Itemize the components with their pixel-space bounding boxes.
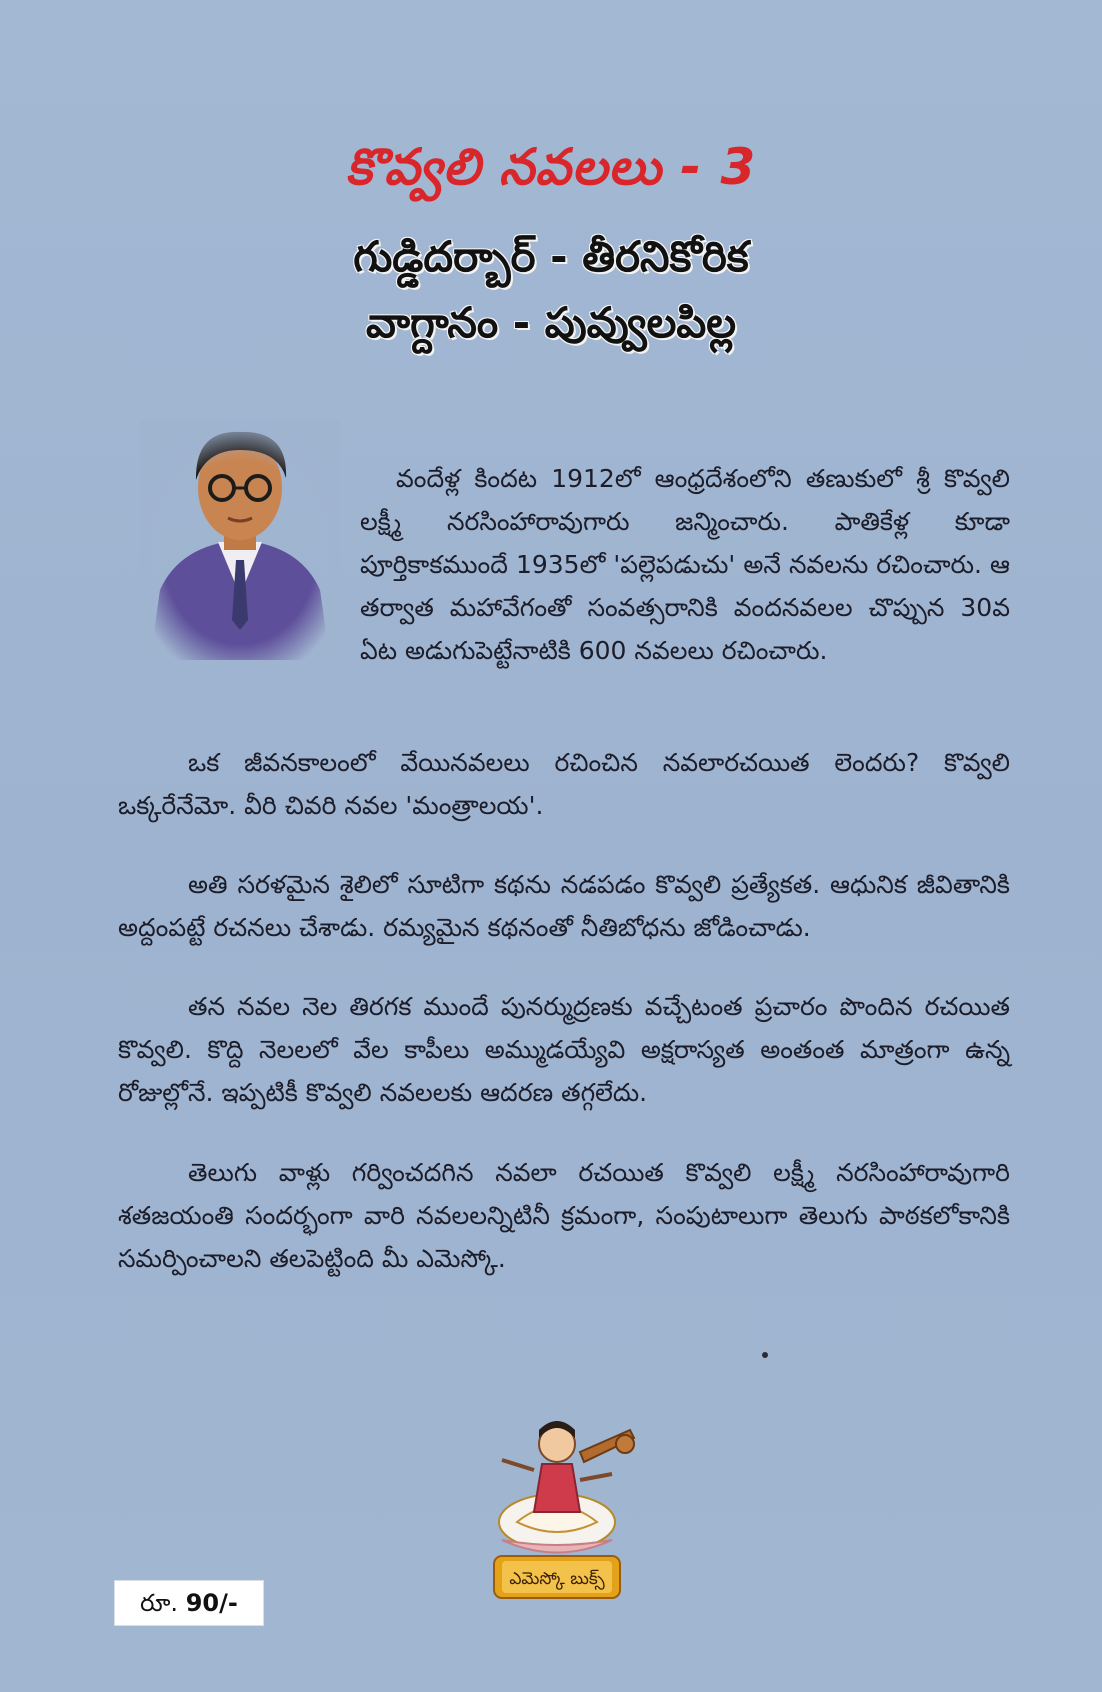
book-title-line-1: గుడ్డిదర్బార్ - తీరనికోరిక [353,232,749,281]
price-amount: 90/- [185,1589,238,1617]
print-speck [762,1352,768,1358]
author-portrait [140,420,340,660]
saraswati-logo-icon [462,1400,652,1605]
paragraph-4: తన నవల నెల తిరగక ముందే పునర్ముద్రణకు వచ్చేటంత ప్రచారం పొందిన రచయిత కొవ్వలి. కొద్ది నెలలలో వేల కాపీలు అమ్ముడయ్యేవి అక్షరాస్యత అంతంత మాత్రంగా ఉన్న రోజుల్లోనే. ఇప్పటికీ కొవ్వలి నవలలకు ఆదరణ తగ్గలేదు. [118,992,1010,1107]
price-tag [114,1580,264,1626]
book-title-line-2: వాగ్దానం - పువ్వులపిల్ల [365,298,737,347]
paragraph-2: ఒక జీవనకాలంలో వేయినవలలు రచించిన నవలారచయిత లెందరు? కొవ్వలి ఒక్కరేనేమో. వీరి చివరి నవల 'మంత్రాలయ'. [118,748,1010,820]
publisher-label: ఎమెస్కో బుక్స్ [509,1569,605,1589]
series-title: కొవ్వలి నవలలు - 3 [345,138,757,196]
paragraph-5: తెలుగు వాళ్లు గర్వించదగిన నవలా రచయిత కొవ్వలి లక్ష్మీ నరసింహారావుగారి శతజయంతి సందర్భంగా వారి నవలలన్నిటినీ క్రమంగా, సంపుటాలుగా తెలుగు పాఠకలోకానికి సమర్పించాలని తలపెట్టింది మీ ఎమెస్కో. [118,1158,1010,1273]
paragraph-1: వందేళ్ల కిందట 1912లో ఆంధ్రదేశంలోని తణుకులో శ్రీ కొవ్వలి లక్ష్మీ నరసింహారావుగారు జన్మించారు. పాతికేళ్ల కూడా పూర్తికాకముందే 1935లో 'పల్లెపడుచు' అనే నవలను రచించారు. ఆ తర్వాత మహావేగంతో సంవత్సరానికి వందనవలల చొప్పున 30వ ఏట అడుగుపెట్టేనాటికి 600 నవలలు రచించారు. [360,464,1010,665]
price-prefix: రూ. [140,1589,179,1617]
paragraph-3: అతి సరళమైన శైలిలో సూటిగా కథను నడపడం కొవ్వలి ప్రత్యేకత. ఆధునిక జీవితానికి అద్దంపట్టే రచనలు చేశాడు. రమ్యమైన కథనంతో నీతిబోధను జోడించాడు. [118,870,1010,942]
